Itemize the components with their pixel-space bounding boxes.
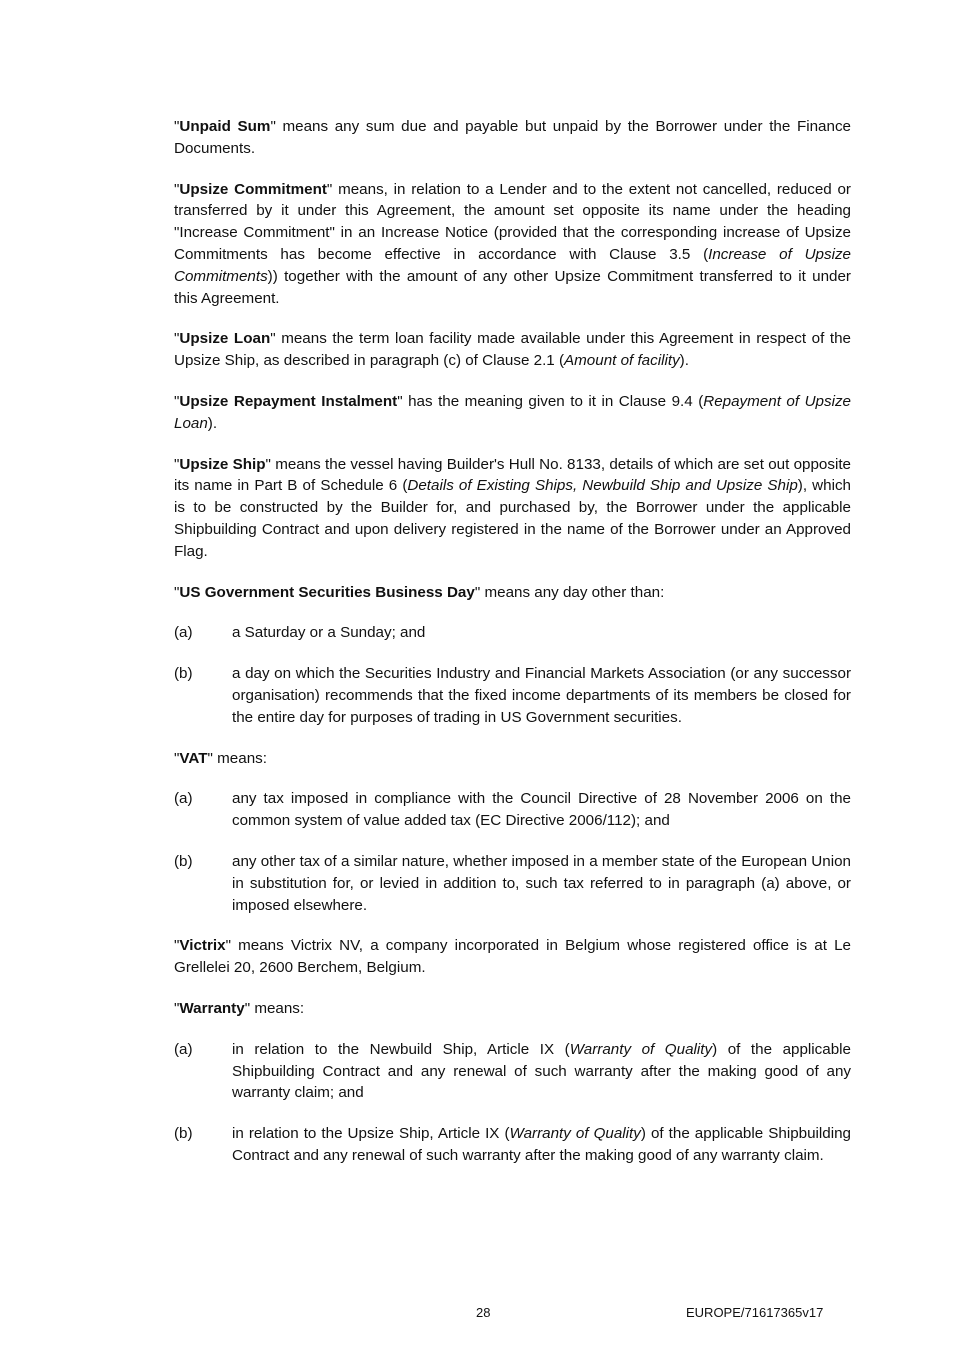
item-label: (a)	[174, 624, 193, 642]
item-label: (b)	[174, 665, 193, 683]
list-item: (b) a day on which the Securities Industry and Financial Markets Association (or any successor organisation) recommends that the fixed income departments of its members be closed for the entire day for purposes of trading in US Government securities.	[174, 665, 851, 726]
document-reference: EUROPE/71617365v17	[686, 1305, 824, 1320]
defined-term: Upsize Loan	[179, 330, 271, 348]
definition-unpaid-sum: "Unpaid Sum" means any sum due and payable but unpaid by the Borrower under the Finance Documents.	[174, 118, 851, 157]
definition-us-government-securities-business-day: "US Government Securities Business Day" means any day other than:	[174, 583, 665, 601]
page-number: 28	[476, 1305, 491, 1320]
item-label: (a)	[174, 790, 193, 808]
definition-upsize-commitment: "Upsize Commitment" means, in relation to a Lender and to the extent not cancelled, reduced or transferred by it under this Agreement, the amount set opposite its name under the heading "Increase Commitment" in an Increase Notice (provided that the corresponding increase of Upsize Commitments has become effective in accordance with Clause 3.5 (Increase of Upsize Commitments)) together with the amount of any other Upsize Commitment transferred to it under this Agreement.	[174, 180, 851, 307]
item-label: (b)	[174, 852, 193, 870]
definition-warranty: "Warranty" means:	[174, 999, 305, 1017]
defined-term: Victrix	[179, 937, 226, 955]
list-item: (a) in relation to the Newbuild Ship, Article IX (Warranty of Quality) of the applicable Shipbuilding Contract and any renewal of such warranty after the making good of any warranty claim; and	[174, 1040, 851, 1102]
item-label: (b)	[174, 1125, 193, 1143]
defined-term: Warranty	[179, 999, 245, 1017]
definition-vat: "VAT" means:	[174, 749, 267, 767]
definition-upsize-ship: "Upsize Ship" means the vessel having Builder's Hull No. 8133, details of which are set out opposite its name in Part B of Schedule 6 (Details of Existing Ships, Newbuild Ship and Upsize Ship), which is to be constructed by the Builder for, and purchased by, the Borrower under the applicable Shipbuilding Contract and upon delivery registered in the name of the Borrower under an Approved Flag.	[174, 455, 851, 560]
list-item: (a) any tax imposed in compliance with the Council Directive of 28 November 2006 on the common system of value added tax (EC Directive 2006/112); and	[174, 790, 851, 830]
list-item: (b) any other tax of a similar nature, whether imposed in a member state of the European Union in substitution for, or levied in addition to, such tax referred to in paragraph (a) above, or imposed elsewhere.	[174, 852, 851, 914]
defined-term: VAT	[179, 749, 208, 767]
list-item: (b) in relation to the Upsize Ship, Article IX (Warranty of Quality) of the applicable Shipbuilding Contract and any renewal of such warranty after the making good of any warranty claim.	[174, 1125, 851, 1164]
definition-upsize-loan: "Upsize Loan" means the term loan facility made available under this Agreement in respect of the Upsize Ship, as described in paragraph (c) of Clause 2.1 (Amount of facility).	[174, 330, 851, 370]
definition-victrix: "Victrix" means Victrix NV, a company incorporated in Belgium whose registered office is at Le Grellelei 20, 2600 Berchem, Belgium.	[174, 937, 851, 977]
defined-term: Upsize Ship	[179, 455, 266, 473]
defined-term: Unpaid Sum	[179, 118, 271, 135]
definition-upsize-repayment-instalment: "Upsize Repayment Instalment" has the meaning given to it in Clause 9.4 (Repayment of Upsize Loan).	[174, 392, 851, 432]
definitions-body	[174, 116, 851, 1186]
defined-term: US Government Securities Business Day	[179, 583, 475, 601]
defined-term: Upsize Commitment	[179, 180, 327, 198]
item-label: (a)	[174, 1040, 193, 1058]
list-item: (a) a Saturday or a Sunday; and	[174, 622, 851, 644]
defined-term: Upsize Repayment Instalment	[179, 392, 398, 410]
